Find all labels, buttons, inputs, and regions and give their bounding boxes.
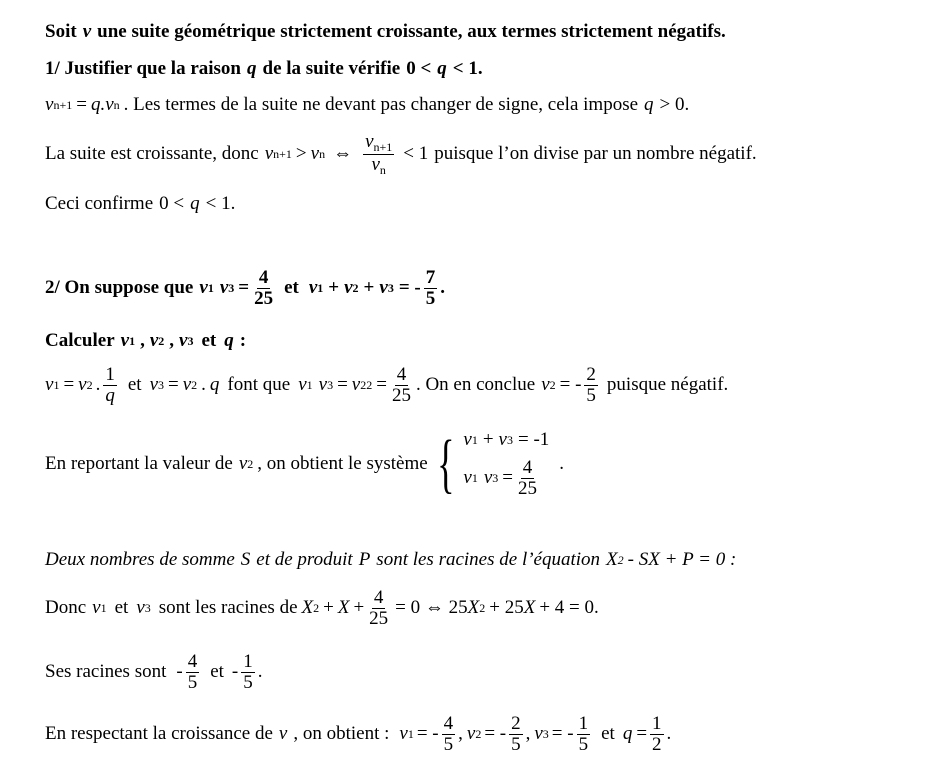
numerator: 1 [105, 364, 115, 385]
var-v: v [264, 143, 274, 165]
text: . [666, 723, 672, 745]
var-x: X [301, 597, 314, 619]
text: de la suite vérifie [262, 58, 401, 79]
text: , on obtient le système [257, 453, 428, 474]
index: 1 [129, 333, 136, 348]
var-v: v [310, 143, 320, 165]
text: , on obtient : [293, 723, 390, 745]
var-v: v [379, 277, 388, 299]
text: et [601, 723, 615, 745]
var-v: v [351, 374, 361, 396]
index: n+1 [53, 97, 73, 112]
index: 3 [542, 726, 549, 741]
text: , [458, 723, 463, 745]
var-v: v [238, 453, 248, 474]
var-v: v [78, 374, 87, 396]
text: = [168, 374, 179, 396]
fraction [390, 365, 413, 406]
text: - SX + P = 0 : [627, 549, 737, 570]
exponent: 2 [366, 377, 373, 392]
text: . [257, 661, 263, 683]
text: et [210, 661, 224, 683]
var-v: v [136, 597, 145, 619]
text: sont les racines de l’équation [376, 549, 601, 570]
var-q: q [209, 374, 220, 396]
text: + [482, 429, 494, 450]
var-v: v [541, 374, 550, 396]
text: 1/ Justifier que la raison [45, 58, 241, 79]
exponent: 2 [479, 600, 486, 615]
denominator: 25 [369, 607, 389, 629]
denominator: 25 [254, 287, 274, 309]
index: 3 [158, 377, 164, 392]
denominator: 5 [187, 671, 198, 693]
var-v: v [120, 330, 130, 351]
text: = [502, 467, 513, 488]
var-v: v [45, 94, 54, 115]
text: . Les termes de la suite ne devant pas changer de signe, cela impose [123, 94, 639, 115]
text: . [440, 277, 445, 299]
index: 1 [471, 432, 478, 447]
fraction [584, 365, 598, 406]
denominator: 5 [243, 671, 253, 693]
text: et [127, 374, 142, 396]
numerator: 1 [578, 713, 589, 734]
text: = -1 [517, 429, 550, 450]
question-1-title [45, 58, 483, 80]
denominator: 25 [517, 477, 537, 499]
text: et [284, 277, 299, 299]
text: et de produit [256, 549, 353, 570]
fraction [367, 588, 390, 629]
var-s: S [240, 549, 251, 570]
var-x: X [606, 549, 618, 570]
text: = [636, 723, 648, 745]
var-v: v [199, 277, 208, 299]
var-v: v [45, 374, 54, 396]
index: n [379, 162, 386, 177]
exponent: 2 [313, 600, 320, 615]
conclusion-line [45, 193, 235, 215]
index: n [113, 97, 120, 112]
var-p: P [358, 549, 371, 570]
system-line [45, 426, 564, 502]
numerator: 4 [187, 651, 198, 672]
task-line [45, 330, 246, 352]
text: + [328, 277, 340, 299]
index: 2 [158, 333, 165, 348]
equivalence-symbol: ⇔ [333, 143, 353, 165]
numerator: 4 [396, 364, 407, 385]
text: En respectant la croissance de [45, 723, 273, 745]
equation-system [463, 426, 549, 502]
denominator: 5 [511, 733, 521, 755]
text: une suite géométrique strictement croissante, aux termes strictement négatifs. [97, 21, 726, 42]
text: , [169, 330, 175, 351]
index: 2 [86, 377, 93, 392]
index: n [319, 146, 326, 161]
text: + 25 [489, 597, 524, 619]
text: Deux nombres de somme [45, 549, 235, 570]
text: = 0 ⇔ 25 [395, 597, 468, 619]
var-v: v [82, 21, 92, 42]
numerator: 4 [522, 456, 533, 478]
var-v: v [483, 467, 493, 488]
numerator: 7 [425, 267, 436, 288]
var-v: v [399, 723, 408, 745]
text: = [63, 374, 75, 396]
var-v: v [466, 723, 476, 745]
var-v: v [371, 153, 380, 175]
var-q: q [90, 94, 101, 115]
text: < 1 [403, 143, 429, 165]
relation-line [45, 365, 728, 406]
text: . On en conclue [415, 374, 536, 396]
statement-line [45, 21, 726, 43]
index: 1 [306, 377, 313, 392]
index: 3 [492, 470, 499, 485]
var-v: v [365, 131, 374, 152]
text: = - [416, 723, 439, 745]
text: > [295, 143, 307, 165]
denominator: 25 [391, 384, 411, 406]
var-q: q [190, 193, 200, 214]
numerator: 1 [243, 651, 253, 672]
fraction [509, 714, 523, 755]
theorem-line [45, 549, 736, 571]
var-x: X [467, 597, 480, 619]
index: 3 [387, 280, 394, 295]
var-v: v [463, 429, 472, 450]
index: 2 [549, 377, 556, 392]
fraction [186, 652, 200, 693]
index: 1 [100, 600, 107, 615]
fraction [424, 268, 438, 309]
var-q: q [622, 723, 633, 745]
var-x: X [523, 597, 536, 619]
system-row [463, 426, 549, 454]
text: - [231, 661, 239, 683]
denominator: 5 [443, 733, 454, 755]
text: 0 < [406, 58, 432, 79]
index: 1 [317, 280, 324, 295]
final-answer-line [45, 714, 671, 755]
var-q: q [437, 58, 447, 79]
text: 0 < [159, 193, 185, 214]
var-v: v [182, 374, 192, 396]
text: font que [227, 374, 291, 396]
var-v: v [219, 277, 229, 299]
text: Soit [45, 21, 77, 42]
text: > 0. [659, 94, 690, 115]
var-v: v [179, 330, 188, 351]
system-row [463, 454, 549, 502]
var-v: v [149, 330, 159, 351]
sign-argument-line [45, 94, 689, 116]
text: = - [398, 277, 421, 299]
text: : [239, 330, 247, 351]
var-v: v [498, 429, 507, 450]
var-v: v [92, 597, 101, 619]
text: . [559, 453, 565, 474]
var-v: v [318, 374, 328, 396]
question-2-title [45, 268, 445, 309]
index: 1 [53, 377, 60, 392]
var-x: X [337, 597, 350, 619]
var-v: .v [100, 94, 114, 115]
fraction [577, 714, 591, 755]
fraction [516, 458, 539, 499]
text: . [201, 374, 206, 396]
index: n+1 [273, 146, 292, 161]
text: = - [551, 723, 574, 745]
numerator: 1 [652, 713, 662, 734]
text: = - [559, 374, 582, 396]
text: . [95, 374, 101, 396]
text: Donc [45, 597, 87, 619]
index: n+1 [373, 140, 393, 154]
denominator: 5 [578, 733, 589, 755]
denominator: 5 [425, 287, 436, 309]
numerator: 2 [586, 364, 596, 385]
fraction [442, 714, 456, 755]
text: Ses racines sont [45, 661, 167, 683]
text: = [376, 374, 387, 396]
equation-line [45, 588, 599, 629]
index: 3 [144, 600, 151, 615]
text: 2/ On suppose que [45, 277, 194, 299]
text: Ceci confirme [45, 193, 154, 214]
index: 2 [247, 456, 254, 471]
var-v: v [149, 374, 158, 396]
var-v: v [344, 277, 353, 299]
index: 3 [187, 333, 194, 348]
text: < 1. [205, 193, 236, 214]
index: 3 [327, 377, 334, 392]
index: 1 [471, 470, 478, 485]
denominator: 2 [652, 733, 662, 755]
index: 3 [506, 432, 513, 447]
index: 2 [360, 377, 367, 392]
index: 3 [228, 280, 235, 295]
brace-symbol: { [436, 427, 455, 500]
text: sont les racines de [158, 597, 298, 619]
index: 1 [407, 726, 414, 741]
text: , [525, 723, 531, 745]
text: < 1. [452, 58, 483, 79]
fraction [363, 132, 394, 176]
var-q: q [224, 330, 234, 351]
numerator: 2 [511, 713, 521, 734]
text: et [201, 330, 217, 351]
var-q: q [644, 94, 654, 115]
text: puisque l’on divise par un nombre négatif. [434, 143, 757, 165]
text: La suite est croissante, donc [45, 143, 259, 165]
text: + [353, 597, 365, 619]
var-q: q [247, 58, 257, 79]
numerator: 4 [373, 587, 384, 608]
text: = [238, 277, 250, 299]
text: + [363, 277, 375, 299]
text: , [140, 330, 145, 351]
text: = [337, 374, 348, 396]
fraction [103, 365, 117, 406]
fraction [650, 714, 664, 755]
text: + 4 = 0. [539, 597, 599, 619]
index: 2 [352, 280, 359, 295]
fraction [241, 652, 255, 693]
index: 2 [191, 377, 198, 392]
exponent: 2 [617, 552, 624, 567]
text: + [323, 597, 334, 619]
var-v: v [308, 277, 318, 299]
text: - [176, 661, 183, 683]
numerator: 4 [443, 713, 454, 734]
text: et [114, 597, 129, 619]
index: 1 [207, 280, 214, 295]
denominator: q [105, 384, 115, 406]
index: 2 [475, 726, 482, 741]
var-v: v [298, 374, 307, 396]
numerator: 4 [258, 267, 269, 288]
roots-line [45, 652, 263, 693]
text: puisque négatif. [606, 374, 729, 396]
text: = [76, 94, 87, 115]
denominator: 5 [586, 384, 596, 406]
text: Calculer [45, 330, 115, 351]
text: En reportant la valeur de [45, 453, 233, 474]
var-v: v [463, 467, 472, 488]
var-v: v [278, 723, 288, 745]
var-v: v [534, 723, 543, 745]
text: = - [484, 723, 507, 745]
fraction [252, 268, 275, 309]
growth-argument-line [45, 132, 757, 176]
